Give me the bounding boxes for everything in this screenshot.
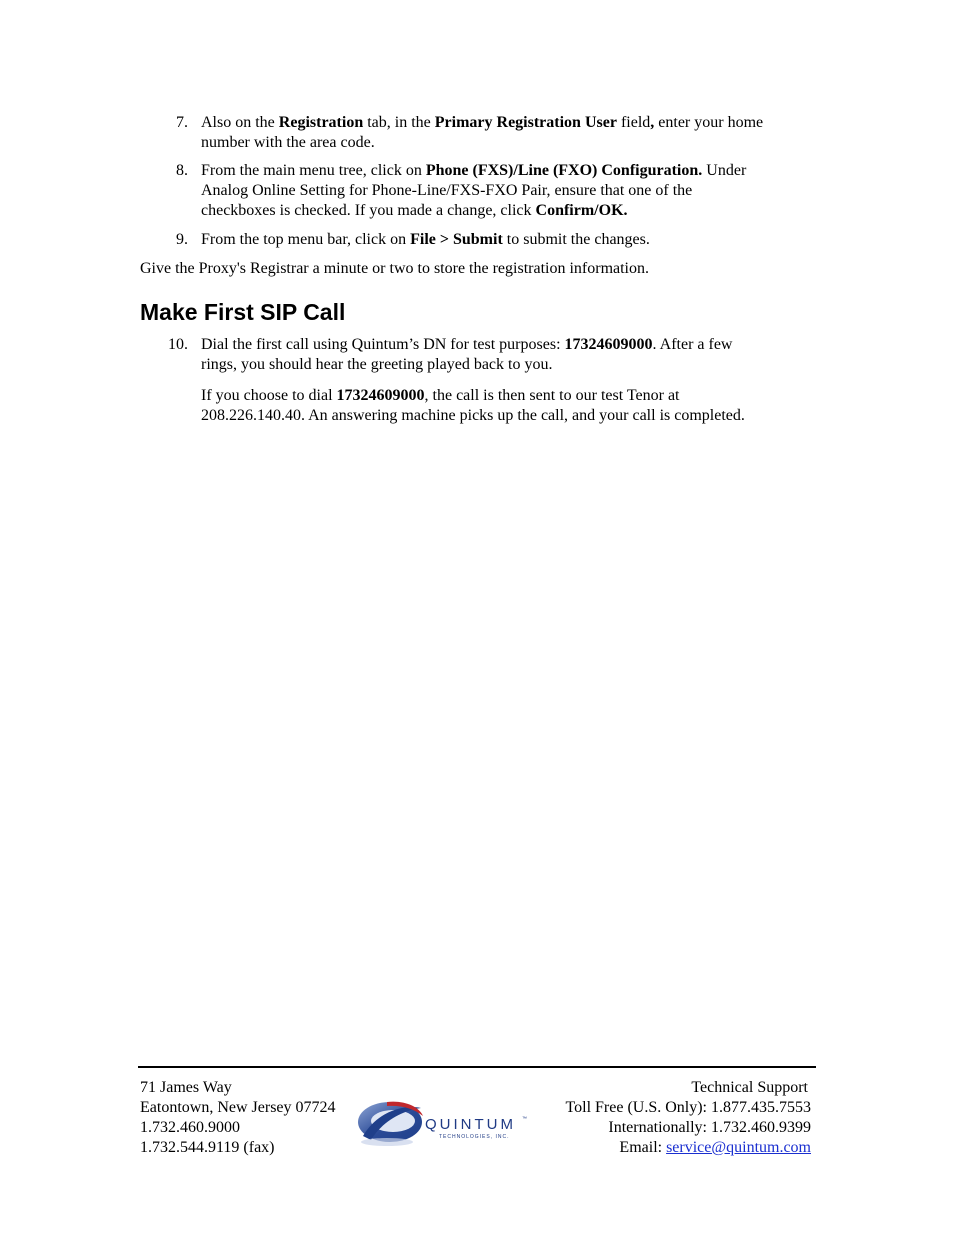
logo-wordmark: QUINTUM	[425, 1116, 516, 1133]
text-line	[201, 335, 811, 355]
text-line	[201, 133, 811, 153]
logo-tagline: TECHNOLOGIES, INC.	[439, 1134, 510, 1140]
quintum-logo-icon	[357, 1096, 527, 1148]
text-line	[201, 406, 811, 426]
text-line	[201, 161, 811, 181]
support-title: Technical Support	[691, 1079, 808, 1096]
text-run: rings, you should hear the greeting played back to you.	[201, 356, 553, 373]
text-run: Dial the first call using Quintum’s DN for test purposes:	[201, 336, 565, 353]
text-run: From the main menu tree, click on	[201, 162, 426, 179]
text-run: From the top menu bar, click on	[201, 231, 411, 248]
text-run: Under	[702, 162, 747, 179]
text-run: , the call is then sent to our test Tenor at	[424, 387, 680, 404]
step-number: 9.	[176, 231, 188, 248]
text-run: . After a few	[652, 336, 733, 353]
text-run: enter your home	[654, 114, 764, 131]
bold-term: Confirm/OK.	[535, 202, 628, 219]
address-phone: 1.732.460.9000	[140, 1119, 240, 1136]
text-line	[201, 113, 811, 133]
email-label: Email:	[619, 1139, 667, 1156]
bold-term: ,	[650, 114, 655, 131]
step-number: 7.	[176, 114, 188, 131]
logo-trademark: ™	[522, 1116, 527, 1122]
registrar-note: Give the Proxy's Registrar a minute or two to store the registration information.	[140, 260, 649, 277]
text-line	[201, 201, 811, 221]
support-international: Internationally: 1.732.460.9399	[608, 1119, 811, 1136]
step-number: 8.	[176, 162, 188, 179]
bold-term: Primary Registration User	[434, 114, 617, 131]
text-line	[201, 386, 811, 406]
quintum-logo	[357, 1096, 527, 1148]
text-line	[201, 181, 811, 201]
support-email-link[interactable]: service@quintum.com	[666, 1139, 811, 1156]
step-text	[201, 230, 811, 250]
text-line	[201, 355, 811, 375]
support-toll-free: Toll Free (U.S. Only): 1.877.435.7553	[565, 1099, 811, 1116]
step-text	[201, 113, 811, 153]
footer-address	[140, 1078, 336, 1158]
step-text	[201, 335, 811, 375]
text-run: tab, in the	[363, 114, 435, 131]
step-text	[201, 161, 811, 221]
bold-term: Registration	[278, 114, 364, 131]
text-run: checkboxes is checked. If you made a change, click	[201, 202, 536, 219]
text-line	[201, 230, 811, 250]
step-number: 10.	[168, 336, 188, 353]
footer-support	[565, 1078, 811, 1158]
address-street: 71 James Way	[140, 1079, 232, 1096]
support-email-row	[565, 1138, 811, 1158]
text-run: 208.226.140.40. An answering machine picks up the call, and your call is completed.	[201, 407, 745, 424]
text-run: number with the area code.	[201, 134, 375, 151]
text-run: Also on the	[201, 114, 279, 131]
bold-term: Phone (FXS)/Line (FXO) Configuration.	[425, 162, 703, 179]
address-fax: 1.732.544.9119 (fax)	[140, 1139, 275, 1156]
section-heading: Make First SIP Call	[140, 299, 346, 325]
text-run: If you choose to dial	[201, 387, 337, 404]
address-city: Eatontown, New Jersey 07724	[140, 1099, 336, 1116]
bold-term: 17324609000	[564, 336, 653, 353]
text-run: to submit the changes.	[502, 231, 650, 248]
bold-term: 17324609000	[336, 387, 425, 404]
text-run: Analog Online Setting for Phone-Line/FXS-FXO Pair, ensure that one of the	[201, 182, 693, 199]
footer-divider	[138, 1066, 816, 1068]
step-followup-text	[201, 386, 811, 426]
text-run: field	[616, 114, 651, 131]
bold-term: File > Submit	[410, 231, 503, 248]
